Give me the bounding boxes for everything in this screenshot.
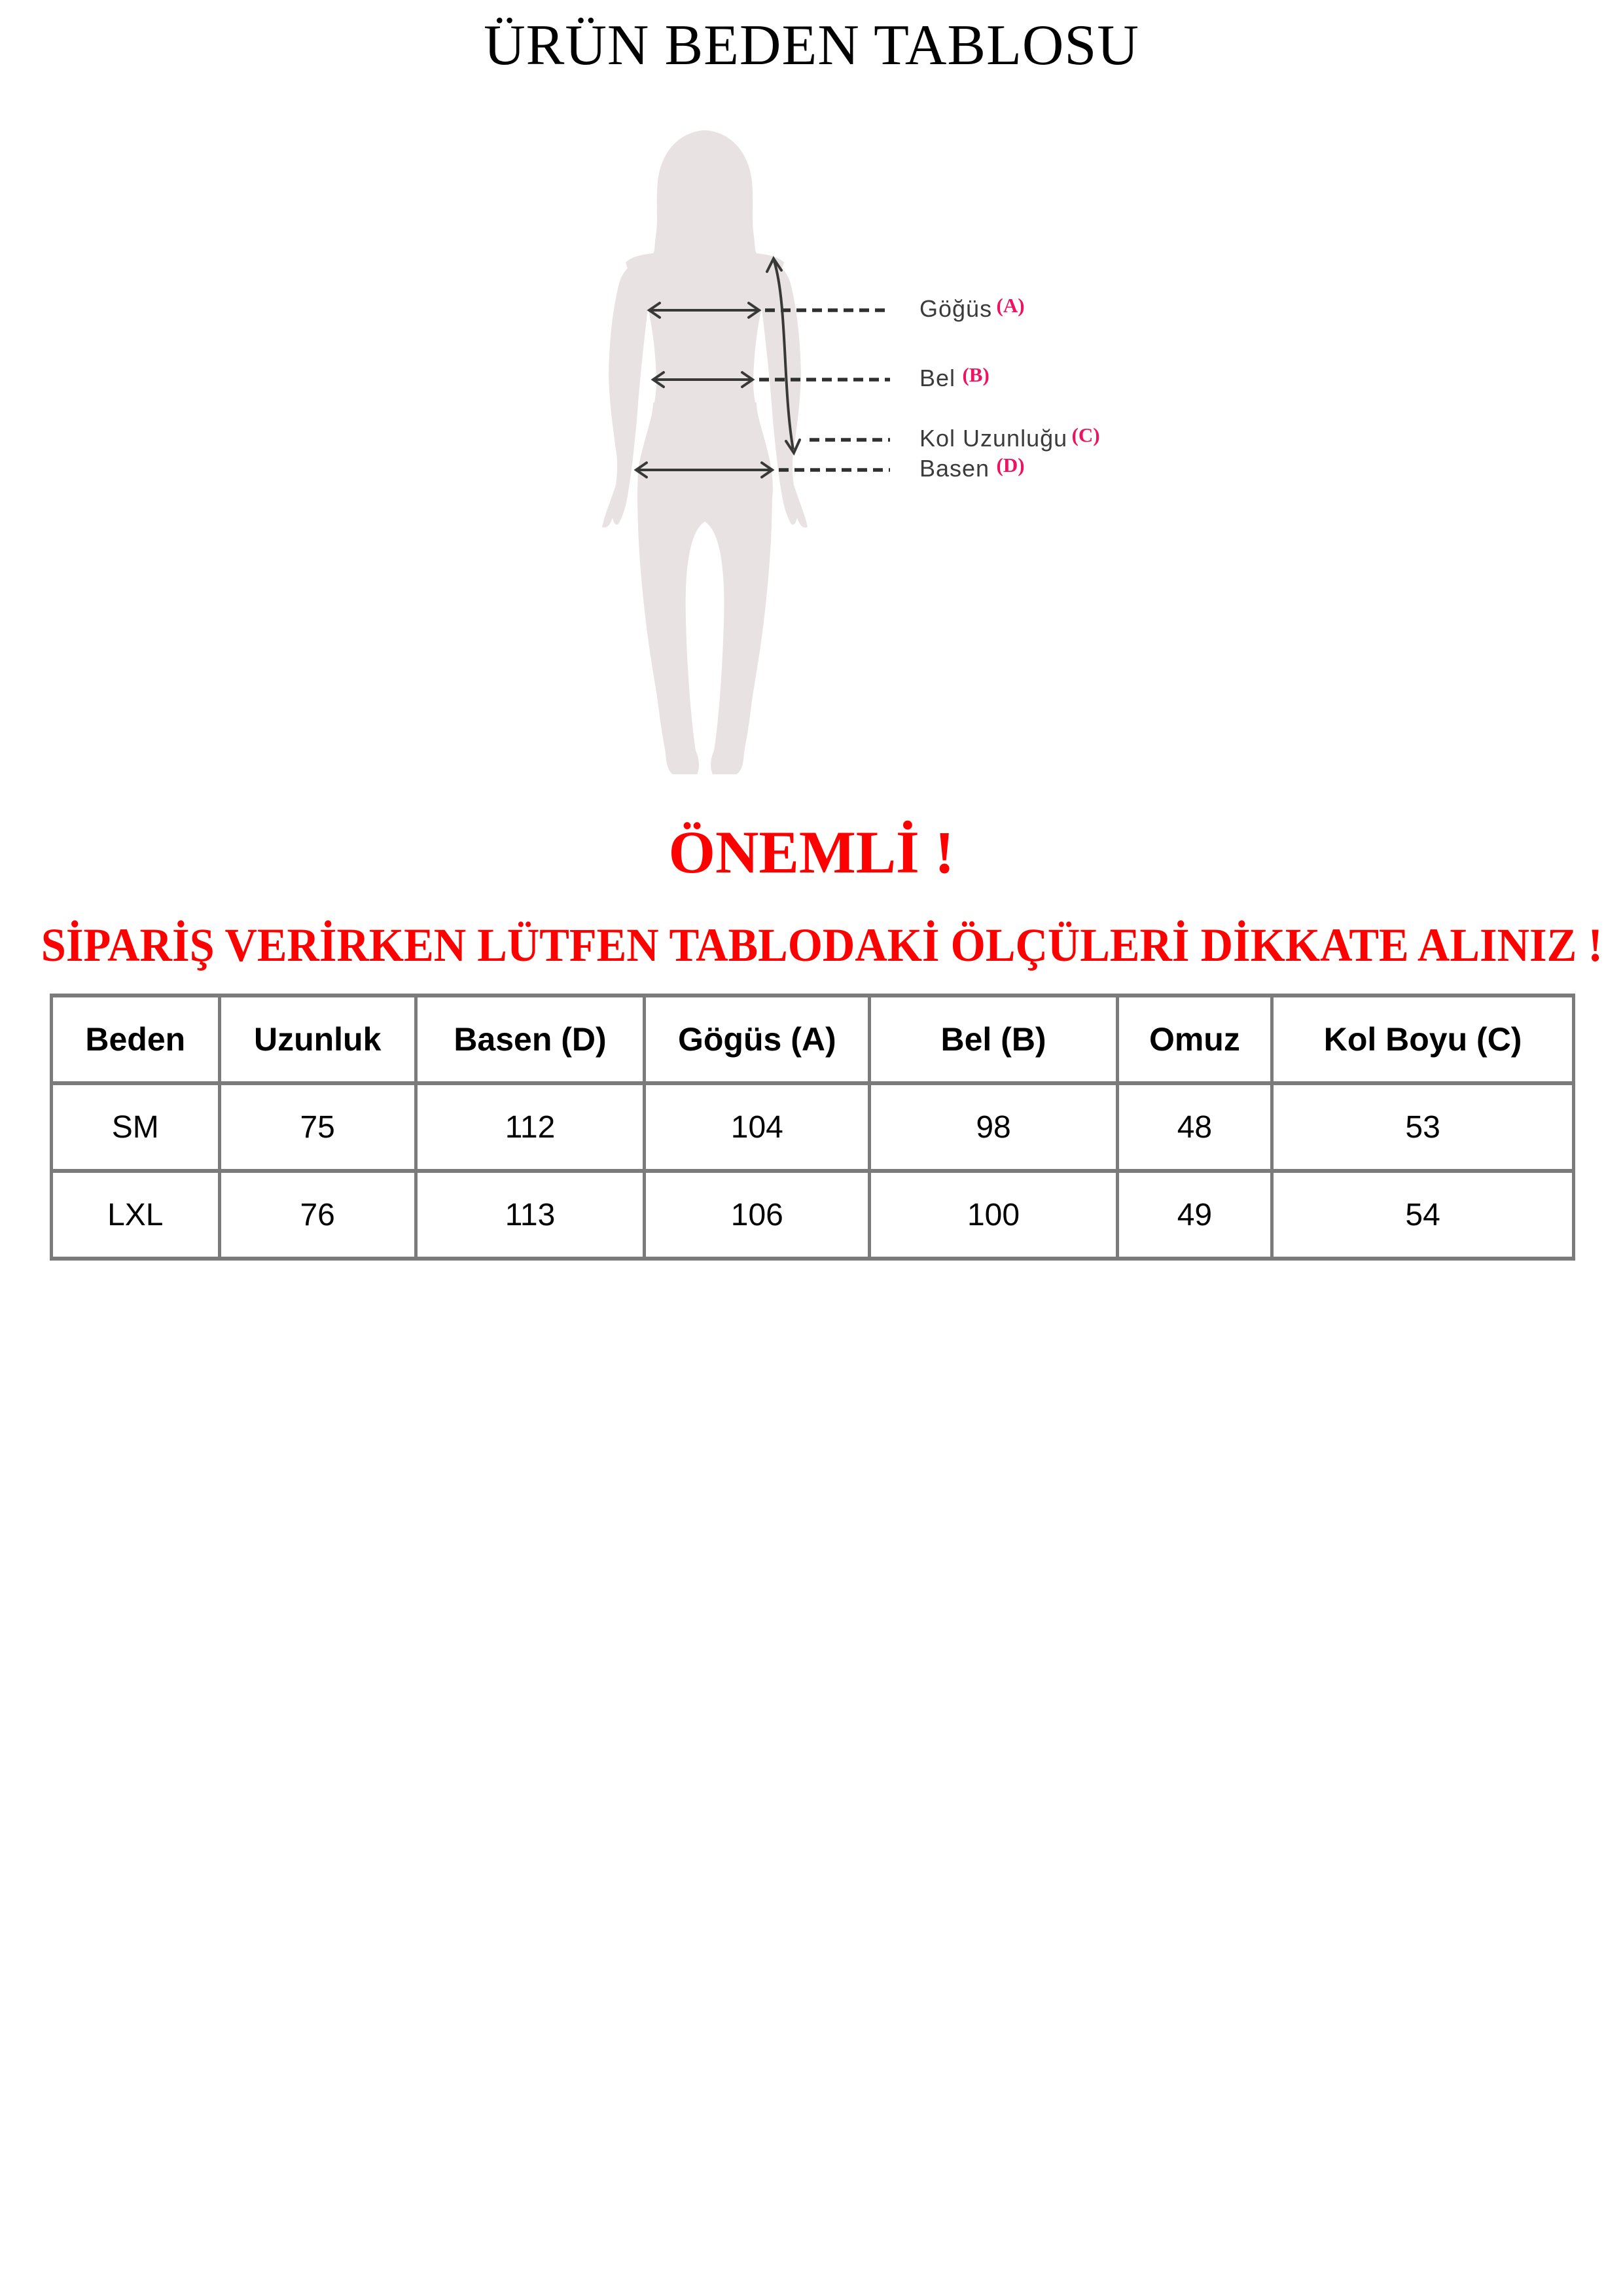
table-row-lxl bbox=[52, 1171, 1574, 1259]
chest-label-text: Göğüs bbox=[919, 295, 993, 322]
hips-label bbox=[919, 454, 1025, 481]
sm-gogus: 104 bbox=[645, 1083, 870, 1171]
chest-label-code: (A) bbox=[996, 294, 1025, 317]
hips-label-code: (D) bbox=[996, 454, 1025, 477]
measurement-diagram bbox=[563, 121, 1099, 776]
lxl-gogus: 106 bbox=[645, 1171, 870, 1259]
sm-bel: 98 bbox=[870, 1083, 1117, 1171]
chest-label bbox=[919, 294, 1025, 321]
lxl-uzunluk: 76 bbox=[219, 1171, 416, 1259]
lxl-bel: 100 bbox=[870, 1171, 1117, 1259]
size-table bbox=[50, 994, 1575, 1261]
body-measurement-figure bbox=[563, 121, 1099, 776]
sm-uzunluk: 75 bbox=[219, 1083, 416, 1171]
lxl-beden: LXL bbox=[52, 1171, 220, 1259]
important-heading: ÖNEMLİ ! bbox=[668, 819, 955, 886]
lxl-omuz: 49 bbox=[1117, 1171, 1272, 1259]
legs-silhouette bbox=[637, 403, 772, 774]
header-uzunluk: Uzunluk bbox=[219, 996, 416, 1083]
lxl-basen: 113 bbox=[416, 1171, 644, 1259]
waist-label-code: (B) bbox=[962, 363, 990, 387]
size-table-header-row bbox=[52, 996, 1574, 1083]
header-bel: Bel (B) bbox=[870, 996, 1117, 1083]
arm-length-label-code: (C) bbox=[1071, 423, 1099, 447]
lxl-kol-boyu: 54 bbox=[1272, 1171, 1574, 1259]
header-kol-boyu: Kol Boyu (C) bbox=[1272, 996, 1574, 1083]
arm-length-label bbox=[919, 423, 1099, 451]
waist-label bbox=[919, 363, 990, 391]
header-beden: Beden bbox=[52, 996, 220, 1083]
table-row-sm bbox=[52, 1083, 1574, 1171]
order-warning-text bbox=[0, 920, 1623, 971]
waist-label-text: Bel bbox=[919, 364, 956, 391]
page-title: ÜRÜN BEDEN TABLOSU bbox=[484, 14, 1139, 77]
header-gogus: Gögüs (A) bbox=[645, 996, 870, 1083]
header-basen: Basen (D) bbox=[416, 996, 644, 1083]
order-warning-label: SİPARİŞ VERİRKEN LÜTFEN TABLODAKİ ÖLÇÜLERİ DİKKATE ALINIZ ! bbox=[41, 919, 1603, 971]
sm-omuz: 48 bbox=[1117, 1083, 1272, 1171]
sm-kol-boyu: 53 bbox=[1272, 1083, 1574, 1171]
sm-basen: 112 bbox=[416, 1083, 644, 1171]
arm-length-label-text: Kol Uzunluğu bbox=[919, 424, 1068, 452]
hips-label-text: Basen bbox=[919, 454, 990, 482]
header-omuz: Omuz bbox=[1117, 996, 1272, 1083]
sm-beden: SM bbox=[52, 1083, 220, 1171]
